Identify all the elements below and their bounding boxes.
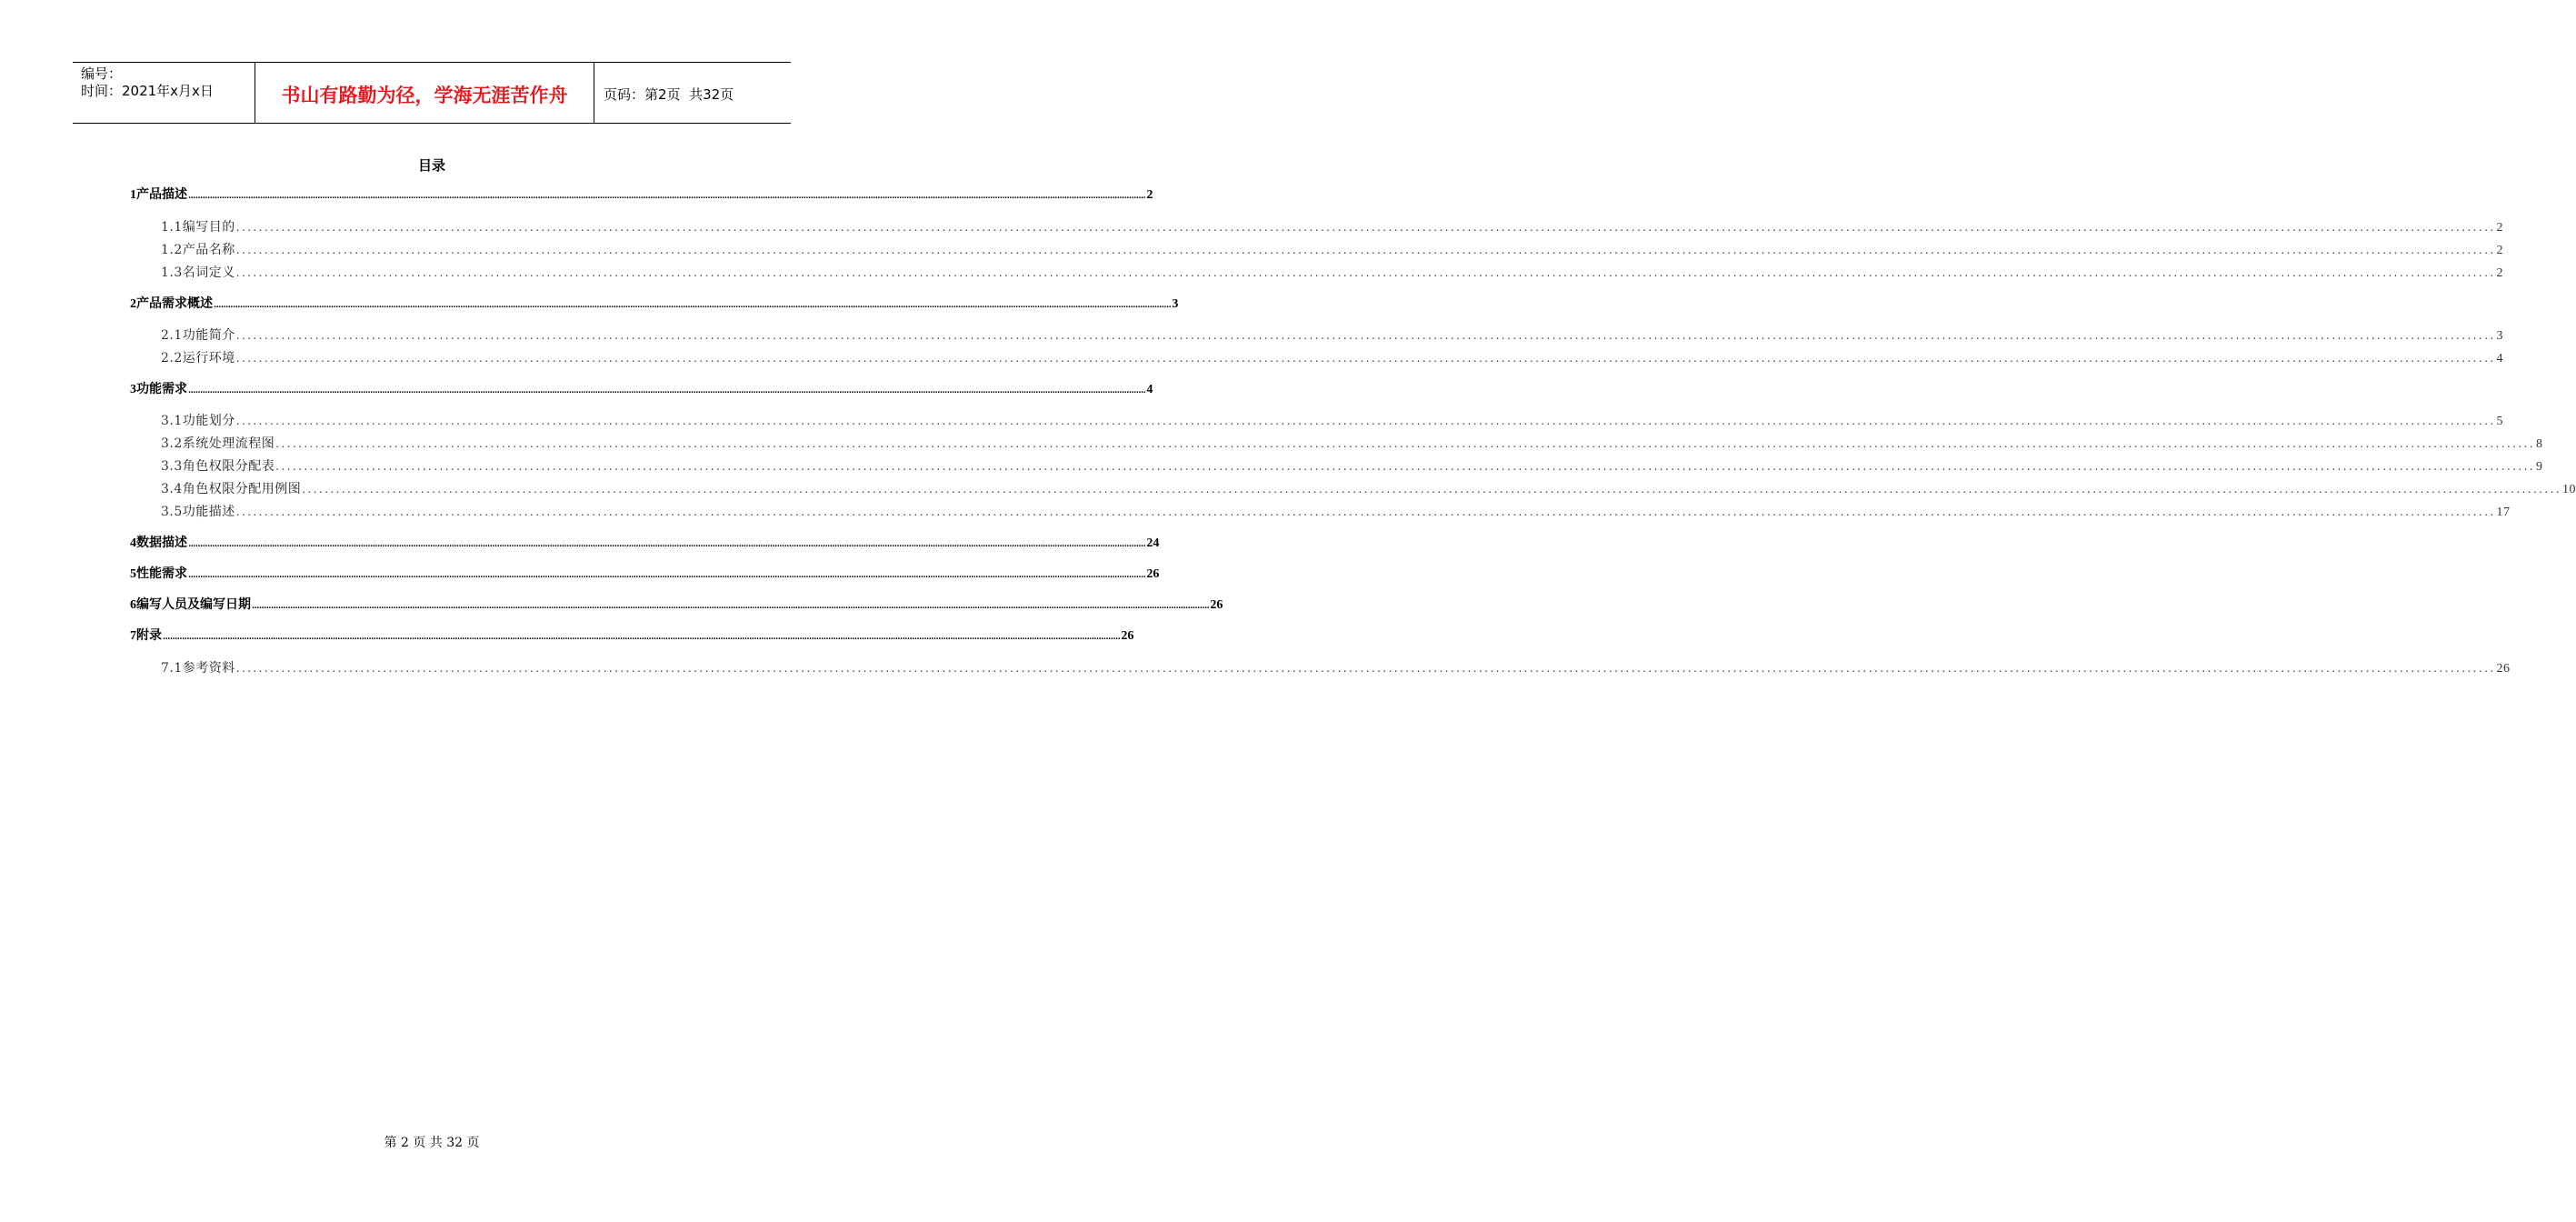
toc-leader-dots: ................................................................................................................................................................................................................................................................................................................................................................................................................ [252,602,1210,611]
toc-entry-label: 功能简介 [182,328,235,343]
toc-entry-number: 7.1 [161,661,183,676]
toc-leader-dots: ................................................................................................................................................................................................................................................................................................................................................................................................................ [188,540,1146,549]
toc-entry-label: 运行环境 [182,351,235,366]
toc-entry[interactable] [161,349,2504,367]
toc-entry-number: 3.1 [161,414,183,428]
toc-entry-page: 10 [2562,483,2576,496]
document-time-label: 时间：2021年x月x日 [81,83,214,99]
toc-entry-number: 7 [130,629,136,643]
toc-entry-number: 3.4 [161,482,183,496]
toc-entry-number: 1 [130,188,136,202]
toc-entry[interactable] [161,480,2576,498]
toc-entry[interactable] [130,295,1179,313]
toc-leader-dots: ................................................................................................................................................................................................................................................................................................................................................................................................................ [235,415,2496,427]
toc-entry-label: 编写目的 [182,220,235,235]
toc-entry[interactable] [161,412,2504,430]
toc-entry-number: 5 [130,567,136,581]
toc-entry-label: 功能划分 [182,414,235,428]
toc-entry-label: 数据描述 [136,536,187,550]
toc-entry-label: 名词定义 [182,265,235,280]
toc-entry-page: 9 [2536,460,2543,474]
toc-leader-dots: ................................................................................................................................................................................................................................................................................................................................................................................................................ [235,221,2496,234]
toc-entry-number: 3.2 [161,436,183,451]
toc-entry-page: 5 [2496,415,2504,428]
toc-entry[interactable] [161,241,2504,259]
toc-leader-dots: ................................................................................................................................................................................................................................................................................................................................................................................................................ [235,352,2496,365]
toc-entry-label: 角色权限分配用例图 [182,482,302,496]
toc-entry-label: 功能需求 [136,382,187,396]
toc-entry-page: 2 [2496,221,2504,235]
toc-entry-page: 26 [1121,629,1134,643]
toc-leader-dots: ................................................................................................................................................................................................................................................................................................................................................................................................................ [188,571,1146,580]
toc-entry-label: 产品名称 [182,243,235,257]
toc-title: 目录 [417,157,445,174]
toc-entry-page: 17 [2496,506,2511,519]
toc-entry[interactable] [161,503,2511,521]
toc-entry[interactable] [130,626,1134,645]
header-left-cell [73,63,255,123]
toc-entry[interactable] [161,218,2504,236]
toc-entry-number: 1.3 [161,265,183,280]
toc-entry-page: 26 [1146,567,1160,581]
toc-leader-dots: ................................................................................................................................................................................................................................................................................................................................................................................................................ [235,506,2496,518]
toc-entry[interactable] [130,596,1223,614]
toc-entry-page: 4 [1146,383,1153,396]
toc-entry-number: 1.2 [161,243,183,257]
header-motto: 书山有路勤为径，学海无涯苦作舟 [255,63,594,123]
toc-leader-dots: ................................................................................................................................................................................................................................................................................................................................................................................................................ [188,192,1146,201]
toc-leader-dots: ................................................................................................................................................................................................................................................................................................................................................................................................................ [235,244,2496,256]
toc-entry-label: 附录 [136,628,162,643]
toc-entry-label: 系统处理流程图 [182,436,275,451]
toc-leader-dots: ................................................................................................................................................................................................................................................................................................................................................................................................................ [188,386,1146,396]
toc-entry[interactable] [161,659,2511,677]
toc-entry-label: 编写人员及编写日期 [136,597,251,612]
toc-entry-number: 2 [130,297,136,311]
toc-leader-dots: ................................................................................................................................................................................................................................................................................................................................................................................................................ [302,483,2562,496]
toc-leader-dots: ................................................................................................................................................................................................................................................................................................................................................................................................................ [214,301,1172,310]
page-header [73,62,791,124]
toc-entry-number: 3.5 [161,505,183,519]
toc-entry-number: 3 [130,383,136,396]
toc-leader-dots: ................................................................................................................................................................................................................................................................................................................................................................................................................ [163,633,1121,642]
page-footer: 第 2 页 共 32 页 [384,1136,480,1150]
toc-entry-page: 2 [1146,188,1153,202]
toc-entry[interactable] [161,264,2504,282]
toc-entry-page: 8 [2536,437,2543,451]
toc-entry-number: 4 [130,536,136,550]
header-page-info: 页码：第2页 共32页 [604,85,734,103]
toc-entry-number: 2.2 [161,351,183,366]
toc-entry[interactable] [161,457,2543,476]
toc-leader-dots: ................................................................................................................................................................................................................................................................................................................................................................................................................ [275,437,2536,450]
toc-entry-page: 2 [2496,266,2504,280]
document-number-label: 编号： [81,65,123,82]
toc-entry-number: 2.1 [161,328,183,343]
toc-entry-label: 功能描述 [182,505,235,519]
toc-entry-label: 产品需求概述 [136,296,213,311]
toc-entry-page: 2 [2496,244,2504,257]
toc-entry-page: 24 [1146,536,1160,550]
toc-entry[interactable] [130,565,1160,583]
toc-entry-page: 26 [1210,598,1223,612]
toc-leader-dots: ................................................................................................................................................................................................................................................................................................................................................................................................................ [235,266,2496,279]
toc-entry[interactable] [130,380,1153,398]
toc-leader-dots: ................................................................................................................................................................................................................................................................................................................................................................................................................ [235,662,2496,675]
toc-entry-page: 4 [2496,352,2504,366]
toc-leader-dots: ................................................................................................................................................................................................................................................................................................................................................................................................................ [275,460,2536,473]
toc-entry-label: 产品描述 [136,187,187,202]
toc-entry[interactable] [130,185,1153,204]
toc-entry-page: 3 [1172,297,1179,311]
toc-entry-label: 参考资料 [182,661,235,676]
toc-entry-number: 6 [130,598,136,612]
toc-entry-page: 26 [2496,662,2511,676]
toc-entry-label: 性能需求 [136,566,187,581]
toc-leader-dots: ................................................................................................................................................................................................................................................................................................................................................................................................................ [235,329,2496,342]
toc-entry[interactable] [161,326,2504,345]
toc-entry-label: 角色权限分配表 [182,459,275,474]
toc-entry-number: 3.3 [161,459,183,474]
toc-entry[interactable] [161,435,2543,453]
toc-entry-page: 3 [2496,329,2504,343]
toc-entry[interactable] [130,534,1160,552]
toc-entry-number: 1.1 [161,220,183,235]
